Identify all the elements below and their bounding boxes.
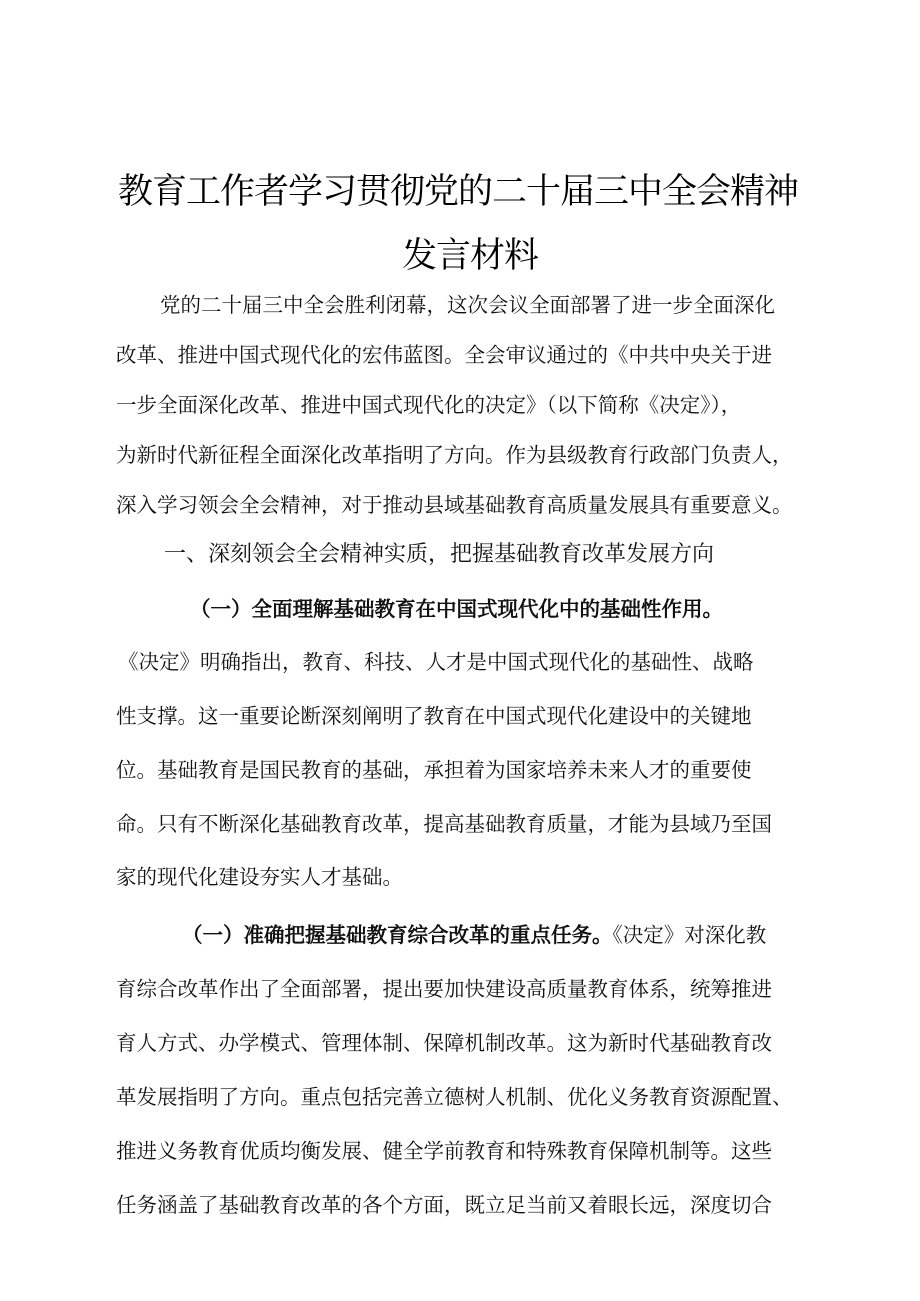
intro-line-1: 党的二十届三中全会胜利闭幕，这次会议全面部署了进一步全面深化 [160,293,775,317]
document-title-line2: 发言材料 [402,236,539,276]
sub2-line-3: 革发展指明了方向。重点包括完善立德树人机制、优化义务教育资源配置、 [116,1085,793,1109]
intro-line-3: 一步全面深化改革、推进中国式现代化的决定》（以下简称《决定》）， [116,393,742,417]
document-title-line1: 教育工作者学习贯彻党的二十届三中全会精神 [118,172,799,212]
section1-sub2-heading: （一）准确把握基础教育综合改革的重点任务。 [182,923,613,947]
sub2-line-2: 育人方式、办学模式、管理体制、保障机制改革。这为新时代基础教育改 [116,1031,772,1055]
sub1-line-1: 《决定》明确指出，教育、科技、人才是中国式现代化的基础性、战略 [118,650,754,674]
sub1-line-2: 性支撑。这一重要论断深刻阐明了教育在中国式现代化建设中的关键地 [116,704,752,728]
intro-line-2: 改革、推进中国式现代化的宏伟蓝图。全会审议通过的《中共中央关于进 [116,343,772,367]
sub2-first-line [182,918,766,948]
sub2-first-line-rest: 《决定》对深化教 [612,923,767,947]
intro-line-5: 深入学习领会全会精神，对于推动县域基础教育高质量发展具有重要意义。 [116,493,793,517]
sub1-line-4: 命。只有不断深化基础教育改革，提高基础教育质量，才能为县域乃至国 [116,812,772,836]
intro-line-4: 为新时代新征程全面深化改革指明了方向。作为县级教育行政部门负责人， [116,443,793,467]
sub1-line-5: 家的现代化建设夯实人才基础。 [116,865,403,889]
section1-sub1-heading: （一）全面理解基础教育在中国式现代化中的基础性作用。 [190,597,723,621]
sub1-line-3: 位。基础教育是国民教育的基础，承担着为国家培养未来人才的重要使 [116,758,752,782]
sub2-line-5: 任务涵盖了基础教育改革的各个方面，既立足当前又着眼长远，深度切合 [116,1193,772,1217]
sub2-line-4: 推进义务教育优质均衡发展、健全学前教育和特殊教育保障机制等。这些 [116,1139,772,1163]
section1-heading: 一、深刻领会全会精神实质，把握基础教育改革发展方向 [164,542,715,567]
sub2-line-1: 育综合改革作出了全面部署，提出要加快建设高质量教育体系，统筹推进 [116,977,772,1001]
